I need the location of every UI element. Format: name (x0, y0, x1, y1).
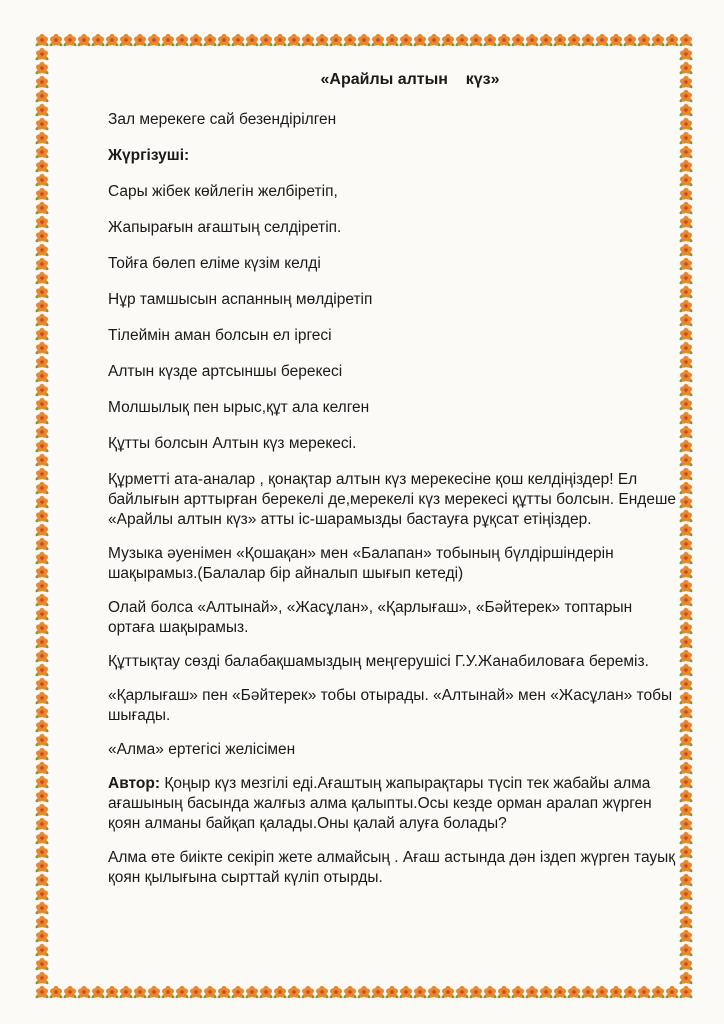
flower-icon (623, 986, 638, 999)
flower-icon (679, 314, 694, 327)
flower-icon (679, 216, 694, 229)
flower-icon (679, 132, 694, 145)
flower-icon (35, 986, 50, 999)
flower-icon (147, 986, 162, 999)
flower-icon (679, 468, 694, 481)
flower-icon (35, 874, 50, 887)
flower-icon (35, 832, 50, 845)
poem-line: Тілеймін аман болсын ел іргесі (108, 327, 332, 344)
flower-icon (35, 678, 50, 691)
flower-icon (679, 678, 694, 691)
flower-icon (35, 356, 50, 369)
paragraph-last: Алма өте биікте секіріп жете алмайсың . Ағаш астында дән іздеп жүрген тауық қоян қылығына сырттай күліп отырды. (108, 849, 676, 886)
flower-icon (315, 986, 330, 999)
flower-icon (35, 916, 50, 929)
poem (108, 182, 678, 454)
flower-icon (609, 34, 624, 47)
document-body (108, 70, 678, 902)
flower-icon (245, 34, 260, 47)
flower-icon (63, 34, 78, 47)
flower-icon (581, 34, 596, 47)
flower-icon (35, 48, 50, 61)
flower-icon (679, 188, 694, 201)
flower-icon (35, 272, 50, 285)
flower-icon (35, 776, 50, 789)
poem-line: Нұр тамшысын аспанның мөлдіретіп (108, 291, 373, 308)
flower-icon (35, 734, 50, 747)
flower-icon (35, 580, 50, 593)
flower-icon (679, 62, 694, 75)
flower-icon (679, 692, 694, 705)
document-title: «Арайлы алтын күз» (320, 71, 500, 88)
flower-icon (35, 216, 50, 229)
poem-line: Алтын күзде артсыншы берекесі (108, 363, 343, 380)
flower-icon (679, 510, 694, 523)
flower-icon (399, 986, 414, 999)
flower-icon (679, 146, 694, 159)
flower-icon (679, 104, 694, 117)
flower-icon (35, 608, 50, 621)
flower-icon (679, 440, 694, 453)
paragraph-groups: Олай болса «Алтынай», «Жасұлан», «Қарлығаш», «Бәйтерек» топтарын ортаға шақырамыз. (108, 599, 633, 636)
flower-icon (35, 244, 50, 257)
flower-icon (399, 34, 414, 47)
flower-icon (679, 412, 694, 425)
flower-icon (35, 468, 50, 481)
flower-icon (469, 986, 484, 999)
flower-icon (35, 174, 50, 187)
flower-icon (679, 566, 694, 579)
author-label: Автор: (108, 775, 161, 792)
flower-icon (483, 34, 498, 47)
flower-icon (35, 790, 50, 803)
flower-icon (679, 538, 694, 551)
flower-icon (651, 34, 666, 47)
flower-icon (35, 286, 50, 299)
flower-icon (315, 34, 330, 47)
flower-icon (679, 342, 694, 355)
flower-icon (441, 34, 456, 47)
flower-icon (679, 426, 694, 439)
flower-icon (287, 986, 302, 999)
flower-icon (595, 986, 610, 999)
flower-icon (161, 986, 176, 999)
flower-icon (35, 748, 50, 761)
flower-icon (637, 34, 652, 47)
poem-line: Молшылық пен ырыс,құт ала келген (108, 399, 370, 416)
poem-line: Құтты болсын Алтын күз мерекесі. (108, 435, 357, 452)
flower-icon (189, 34, 204, 47)
flower-icon (175, 986, 190, 999)
flower-icon (35, 160, 50, 173)
flower-icon (525, 34, 540, 47)
flower-icon (679, 608, 694, 621)
flower-icon (259, 34, 274, 47)
flower-icon (539, 986, 554, 999)
flower-icon (679, 916, 694, 929)
flower-icon (231, 986, 246, 999)
flower-icon (679, 524, 694, 537)
flower-icon (679, 258, 694, 271)
flower-icon (679, 790, 694, 803)
flower-icon (35, 930, 50, 943)
flower-icon (539, 34, 554, 47)
flower-icon (553, 986, 568, 999)
flower-icon (679, 664, 694, 677)
flower-icon (35, 566, 50, 579)
flower-icon (679, 804, 694, 817)
flower-icon (35, 958, 50, 971)
flower-icon (35, 636, 50, 649)
flower-icon (385, 986, 400, 999)
flower-icon (679, 370, 694, 383)
flower-icon (203, 986, 218, 999)
flower-icon (329, 34, 344, 47)
flower-icon (35, 188, 50, 201)
flower-icon (35, 300, 50, 313)
flower-icon (35, 146, 50, 159)
flower-icon (679, 594, 694, 607)
poem-line: Тойға бөлеп еліме күзім келді (108, 255, 321, 272)
paragraph-seating: «Қарлығаш» пен «Бәйтерек» тобы отырады. «Алтынай» мен «Жасұлан» тобы шығады. (108, 687, 673, 724)
flower-icon (301, 34, 316, 47)
flower-icon (427, 986, 442, 999)
flower-icon (35, 902, 50, 915)
flower-icon (371, 34, 386, 47)
flower-icon (413, 986, 428, 999)
paragraph-author (108, 774, 678, 834)
flower-icon (273, 986, 288, 999)
flower-icon (35, 594, 50, 607)
flower-icon (35, 482, 50, 495)
flower-icon (35, 398, 50, 411)
flower-icon (679, 272, 694, 285)
flower-icon (679, 748, 694, 761)
flower-icon (287, 34, 302, 47)
flower-icon (665, 986, 680, 999)
flower-icon (35, 720, 50, 733)
flower-icon (637, 986, 652, 999)
poem-line: Сары жібек көйлегін желбіретіп, (108, 183, 338, 200)
flower-icon (595, 34, 610, 47)
flower-icon (35, 202, 50, 215)
flower-icon (35, 440, 50, 453)
flower-icon (553, 34, 568, 47)
flower-icon (679, 202, 694, 215)
flower-icon (357, 986, 372, 999)
flower-icon (35, 314, 50, 327)
flower-icon (91, 34, 106, 47)
flower-icon (35, 370, 50, 383)
flower-icon (329, 986, 344, 999)
flower-icon (679, 986, 694, 999)
flower-icon (679, 720, 694, 733)
flower-icon (679, 762, 694, 775)
flower-icon (35, 818, 50, 831)
flower-icon (175, 34, 190, 47)
flower-icon (35, 622, 50, 635)
flower-icon (679, 818, 694, 831)
flower-icon (63, 986, 78, 999)
flower-icon (413, 34, 428, 47)
flower-icon (119, 34, 134, 47)
flower-icon (273, 34, 288, 47)
flower-icon (259, 986, 274, 999)
flower-icon (679, 482, 694, 495)
flower-icon (455, 986, 470, 999)
flower-icon (385, 34, 400, 47)
flower-icon (679, 958, 694, 971)
flower-icon (581, 986, 596, 999)
flower-icon (679, 76, 694, 89)
flower-icon (679, 860, 694, 873)
author-text: Қоңыр күз мезгілі еді.Ағаштың жапырақтары түсіп тек жабайы алма ағашының басында жалғыз алма қалыпты.Осы кезде орман аралап жүрген қоян алманы байқап қалады.Оны қалай алуға болады? (108, 775, 652, 832)
paragraph-music: Музыка әуенімен «Қошақан» мен «Балапан» тобының бүлдіршіндерін шақырамыз.(Балалар бір айналып шығып кетеді) (108, 545, 614, 582)
flower-icon (679, 454, 694, 467)
flower-icon (679, 636, 694, 649)
flower-icon (679, 34, 694, 47)
flower-icon (35, 944, 50, 957)
flower-icon (679, 230, 694, 243)
flower-icon (665, 34, 680, 47)
flower-icon (35, 342, 50, 355)
flower-icon (679, 356, 694, 369)
flower-icon (35, 524, 50, 537)
flower-icon (679, 776, 694, 789)
flower-icon (679, 846, 694, 859)
flower-icon (49, 986, 64, 999)
flower-icon (35, 76, 50, 89)
flower-icon (679, 902, 694, 915)
flower-icon (245, 986, 260, 999)
flower-icon (105, 34, 120, 47)
flower-icon (679, 160, 694, 173)
flower-icon (679, 286, 694, 299)
flower-icon (483, 986, 498, 999)
flower-icon (679, 496, 694, 509)
flower-icon (679, 244, 694, 257)
flower-icon (623, 34, 638, 47)
flower-icon (35, 510, 50, 523)
flower-icon (35, 650, 50, 663)
flower-icon (679, 622, 694, 635)
flower-icon (35, 230, 50, 243)
flower-icon (679, 300, 694, 313)
flower-icon (35, 664, 50, 677)
flower-icon (189, 986, 204, 999)
flower-icon (77, 986, 92, 999)
flower-icon (119, 986, 134, 999)
flower-icon (679, 650, 694, 663)
flower-icon (679, 328, 694, 341)
paragraph-tale: «Алма» ертегісі желісімен (108, 741, 296, 758)
flower-icon (217, 34, 232, 47)
flower-icon (679, 874, 694, 887)
flower-icon (567, 34, 582, 47)
flower-icon (147, 34, 162, 47)
flower-icon (35, 972, 50, 985)
flower-icon (91, 986, 106, 999)
poem-line: Жапырағын ағаштың селдіретіп. (108, 219, 342, 236)
flower-icon (301, 986, 316, 999)
flower-icon (35, 496, 50, 509)
flower-icon (35, 258, 50, 271)
flower-icon (497, 34, 512, 47)
flower-icon (35, 328, 50, 341)
flower-icon (133, 986, 148, 999)
flower-icon (49, 34, 64, 47)
flower-icon (679, 706, 694, 719)
paragraph-greeting: Құрметті ата-аналар , қонақтар алтын күз мерекесіне қош келдіңіздер! Ел байлығын арттырған берекелі де,мерекелі күз мерекесі құтты болсын. Ендеше «Арайлы алтын күз» атты іс-шарамызды бастауға рұқсат етіңіздер. (108, 471, 677, 528)
paragraph-congratulation: Құттықтау сөзді балабақшамыздың меңгерушісі Г.У.Жанабиловаға береміз. (108, 653, 649, 670)
speaker-label: Жүргізуші: (108, 147, 190, 164)
flower-icon (455, 34, 470, 47)
flower-icon (35, 762, 50, 775)
flower-icon (679, 118, 694, 131)
flower-icon (77, 34, 92, 47)
flower-icon (511, 34, 526, 47)
flower-icon (427, 34, 442, 47)
flower-icon (35, 860, 50, 873)
flower-icon (679, 398, 694, 411)
flower-icon (35, 888, 50, 901)
flower-icon (497, 986, 512, 999)
flower-icon (35, 454, 50, 467)
flower-icon (133, 34, 148, 47)
flower-icon (35, 132, 50, 145)
flower-icon (35, 538, 50, 551)
flower-icon (203, 34, 218, 47)
flower-icon (679, 888, 694, 901)
flower-icon (35, 90, 50, 103)
flower-icon (35, 426, 50, 439)
flower-icon (35, 552, 50, 565)
flower-icon (371, 986, 386, 999)
flower-icon (35, 412, 50, 425)
flower-icon (679, 552, 694, 565)
flower-icon (161, 34, 176, 47)
flower-icon (679, 930, 694, 943)
flower-icon (35, 804, 50, 817)
flower-icon (217, 986, 232, 999)
flower-icon (343, 34, 358, 47)
flower-icon (35, 118, 50, 131)
flower-icon (651, 986, 666, 999)
flower-icon (679, 972, 694, 985)
flower-icon (35, 34, 50, 47)
flower-icon (679, 90, 694, 103)
flower-icon (679, 174, 694, 187)
flower-icon (105, 986, 120, 999)
flower-icon (679, 384, 694, 397)
flower-icon (35, 384, 50, 397)
flower-icon (35, 62, 50, 75)
intro-line: Зал мерекеге сай безендірілген (108, 111, 337, 128)
flower-icon (679, 580, 694, 593)
flower-icon (679, 944, 694, 957)
flower-icon (35, 706, 50, 719)
flower-icon (525, 986, 540, 999)
flower-icon (441, 986, 456, 999)
flower-icon (35, 846, 50, 859)
flower-icon (609, 986, 624, 999)
flower-icon (567, 986, 582, 999)
flower-icon (469, 34, 484, 47)
flower-icon (357, 34, 372, 47)
flower-icon (343, 986, 358, 999)
flower-icon (35, 104, 50, 117)
flower-icon (511, 986, 526, 999)
flower-icon (35, 692, 50, 705)
flower-icon (679, 48, 694, 61)
flower-icon (679, 832, 694, 845)
flower-icon (231, 34, 246, 47)
flower-icon (679, 734, 694, 747)
